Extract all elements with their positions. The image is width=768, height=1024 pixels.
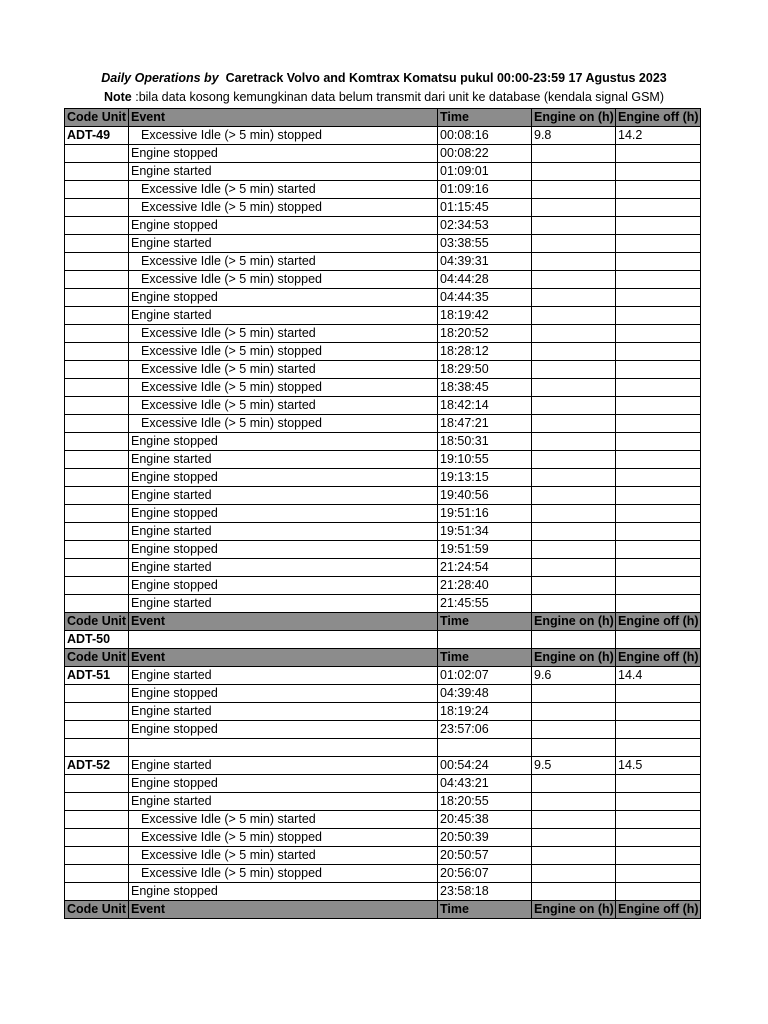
event-cell: Engine started: [129, 595, 438, 613]
time-cell: 04:39:31: [438, 253, 532, 271]
event-cell: Engine stopped: [129, 289, 438, 307]
event-cell: Engine started: [129, 523, 438, 541]
time-cell: 18:50:31: [438, 433, 532, 451]
engine-on-cell: [532, 721, 616, 739]
event-cell: Engine stopped: [129, 541, 438, 559]
event-cell: Engine stopped: [129, 505, 438, 523]
table-header-row: [65, 649, 701, 667]
engine-on-cell: [532, 559, 616, 577]
code-unit-cell: [65, 739, 129, 757]
table-row: [65, 199, 701, 217]
table-row: [65, 703, 701, 721]
code-unit-cell: [65, 828, 129, 846]
engine-off-cell: [616, 739, 701, 757]
event-cell: [129, 631, 438, 649]
engine-on-cell: [532, 541, 616, 559]
table-row: [65, 217, 701, 235]
operations-table-body: [65, 109, 701, 919]
engine-on-cell: [532, 397, 616, 415]
engine-on-cell: [532, 343, 616, 361]
code-unit-cell: [65, 721, 129, 739]
time-cell: 18:19:24: [438, 703, 532, 721]
engine-on-cell: [532, 235, 616, 253]
time-cell: 00:08:16: [438, 127, 532, 145]
time-cell: 00:08:22: [438, 145, 532, 163]
event-cell: Excessive Idle (> 5 min) stopped: [129, 379, 438, 397]
code-unit-cell: ADT-52: [65, 756, 129, 774]
event-cell: Engine stopped: [129, 577, 438, 595]
engine-on-cell: 9.8: [532, 127, 616, 145]
engine-on-cell: 9.6: [532, 667, 616, 685]
code-unit-cell: [65, 469, 129, 487]
code-unit-cell: [65, 181, 129, 199]
event-cell: Excessive Idle (> 5 min) stopped: [129, 828, 438, 846]
table-row: [65, 415, 701, 433]
engine-on-cell: [532, 577, 616, 595]
engine-off-cell: [616, 541, 701, 559]
engine-on-cell: [532, 433, 616, 451]
engine-on-cell: [532, 415, 616, 433]
code-unit-cell: [65, 577, 129, 595]
table-row: [65, 379, 701, 397]
time-cell: [438, 739, 532, 757]
code-unit-cell: [65, 864, 129, 882]
engine-on-cell: [532, 685, 616, 703]
event-cell: Engine stopped: [129, 685, 438, 703]
engine-off-cell: [616, 864, 701, 882]
col-header-event: Event: [129, 649, 438, 667]
table-row: [65, 271, 701, 289]
engine-on-cell: [532, 792, 616, 810]
event-cell: Engine started: [129, 667, 438, 685]
code-unit-cell: [65, 541, 129, 559]
col-header-engine-off: Engine off (h): [616, 109, 701, 127]
table-row: [65, 631, 701, 649]
code-unit-cell: [65, 199, 129, 217]
engine-off-cell: [616, 415, 701, 433]
table-row: [65, 433, 701, 451]
operations-table: [64, 108, 701, 919]
table-row: [65, 289, 701, 307]
table-row: [65, 181, 701, 199]
table-row: [65, 756, 701, 774]
table-row: [65, 721, 701, 739]
time-cell: [438, 631, 532, 649]
event-cell: Excessive Idle (> 5 min) stopped: [129, 343, 438, 361]
event-cell: Engine stopped: [129, 721, 438, 739]
col-header-engine-off: Engine off (h): [616, 900, 701, 918]
engine-off-cell: [616, 433, 701, 451]
code-unit-cell: [65, 289, 129, 307]
time-cell: 01:02:07: [438, 667, 532, 685]
col-header-time: Time: [438, 613, 532, 631]
table-row: [65, 505, 701, 523]
table-row: [65, 595, 701, 613]
engine-on-cell: [532, 882, 616, 900]
event-cell: Engine started: [129, 559, 438, 577]
code-unit-cell: [65, 325, 129, 343]
col-header-time: Time: [438, 900, 532, 918]
code-unit-cell: [65, 846, 129, 864]
engine-off-cell: [616, 595, 701, 613]
event-cell: Engine stopped: [129, 217, 438, 235]
time-cell: 04:43:21: [438, 774, 532, 792]
time-cell: 18:28:12: [438, 343, 532, 361]
col-header-time: Time: [438, 649, 532, 667]
event-cell: [129, 739, 438, 757]
engine-off-cell: [616, 846, 701, 864]
event-cell: Engine stopped: [129, 774, 438, 792]
event-cell: Excessive Idle (> 5 min) started: [129, 361, 438, 379]
col-header-code-unit: Code Unit: [65, 109, 129, 127]
engine-on-cell: [532, 469, 616, 487]
code-unit-cell: [65, 343, 129, 361]
engine-on-cell: [532, 523, 616, 541]
code-unit-cell: [65, 595, 129, 613]
report-title-italic: Daily Operations by: [101, 71, 219, 85]
code-unit-cell: [65, 810, 129, 828]
engine-on-cell: [532, 487, 616, 505]
table-row: [65, 882, 701, 900]
table-row: [65, 163, 701, 181]
time-cell: 20:45:38: [438, 810, 532, 828]
table-row: [65, 810, 701, 828]
engine-on-cell: [532, 505, 616, 523]
table-row: [65, 559, 701, 577]
event-cell: Engine started: [129, 307, 438, 325]
engine-off-cell: [616, 379, 701, 397]
code-unit-cell: [65, 559, 129, 577]
event-cell: Engine stopped: [129, 469, 438, 487]
code-unit-cell: [65, 505, 129, 523]
event-cell: Excessive Idle (> 5 min) stopped: [129, 271, 438, 289]
engine-off-cell: 14.5: [616, 756, 701, 774]
col-header-event: Event: [129, 109, 438, 127]
event-cell: Excessive Idle (> 5 min) stopped: [129, 199, 438, 217]
engine-off-cell: 14.2: [616, 127, 701, 145]
table-row: [65, 523, 701, 541]
time-cell: 18:42:14: [438, 397, 532, 415]
event-cell: Engine started: [129, 163, 438, 181]
time-cell: 18:38:45: [438, 379, 532, 397]
engine-on-cell: [532, 217, 616, 235]
code-unit-cell: [65, 523, 129, 541]
engine-on-cell: [532, 325, 616, 343]
engine-off-cell: [616, 721, 701, 739]
engine-off-cell: [616, 774, 701, 792]
time-cell: 01:09:16: [438, 181, 532, 199]
code-unit-cell: [65, 379, 129, 397]
code-unit-cell: [65, 271, 129, 289]
code-unit-cell: [65, 487, 129, 505]
engine-on-cell: [532, 828, 616, 846]
engine-off-cell: [616, 469, 701, 487]
engine-on-cell: [532, 199, 616, 217]
table-row: [65, 469, 701, 487]
time-cell: 19:40:56: [438, 487, 532, 505]
col-header-engine-on: Engine on (h): [532, 109, 616, 127]
table-row: [65, 361, 701, 379]
table-row: [65, 685, 701, 703]
engine-off-cell: [616, 253, 701, 271]
code-unit-cell: [65, 703, 129, 721]
col-header-code-unit: Code Unit: [65, 900, 129, 918]
event-cell: Excessive Idle (> 5 min) started: [129, 325, 438, 343]
engine-on-cell: [532, 253, 616, 271]
engine-off-cell: [616, 145, 701, 163]
code-unit-cell: [65, 792, 129, 810]
engine-on-cell: [532, 379, 616, 397]
table-row: [65, 667, 701, 685]
engine-off-cell: [616, 451, 701, 469]
engine-off-cell: [616, 703, 701, 721]
event-cell: Engine started: [129, 703, 438, 721]
time-cell: 19:51:16: [438, 505, 532, 523]
engine-on-cell: [532, 810, 616, 828]
col-header-event: Event: [129, 613, 438, 631]
table-row: [65, 307, 701, 325]
table-row: [65, 577, 701, 595]
engine-off-cell: [616, 307, 701, 325]
time-cell: 20:56:07: [438, 864, 532, 882]
time-cell: 18:20:55: [438, 792, 532, 810]
engine-off-cell: [616, 505, 701, 523]
engine-off-cell: [616, 685, 701, 703]
table-row: [65, 343, 701, 361]
event-cell: Engine started: [129, 235, 438, 253]
engine-on-cell: [532, 181, 616, 199]
event-cell: Engine stopped: [129, 433, 438, 451]
time-cell: 18:19:42: [438, 307, 532, 325]
time-cell: 19:51:59: [438, 541, 532, 559]
note-label: Note: [103, 90, 132, 104]
time-cell: 03:38:55: [438, 235, 532, 253]
engine-on-cell: [532, 864, 616, 882]
code-unit-cell: [65, 163, 129, 181]
event-cell: Excessive Idle (> 5 min) started: [129, 253, 438, 271]
col-header-engine-on: Engine on (h): [532, 613, 616, 631]
event-cell: Engine stopped: [129, 882, 438, 900]
event-cell: Engine stopped: [129, 145, 438, 163]
engine-on-cell: [532, 361, 616, 379]
event-cell: Excessive Idle (> 5 min) stopped: [129, 415, 438, 433]
code-unit-cell: [65, 397, 129, 415]
time-cell: 21:24:54: [438, 559, 532, 577]
time-cell: 00:54:24: [438, 756, 532, 774]
engine-off-cell: [616, 577, 701, 595]
time-cell: 19:51:34: [438, 523, 532, 541]
event-cell: Engine started: [129, 792, 438, 810]
code-unit-cell: [65, 433, 129, 451]
table-row: [65, 792, 701, 810]
time-cell: 21:45:55: [438, 595, 532, 613]
code-unit-cell: [65, 253, 129, 271]
time-cell: 23:58:18: [438, 882, 532, 900]
table-row: [65, 774, 701, 792]
time-cell: 01:09:01: [438, 163, 532, 181]
event-cell: Excessive Idle (> 5 min) started: [129, 810, 438, 828]
col-header-code-unit: Code Unit: [65, 613, 129, 631]
time-cell: 18:47:21: [438, 415, 532, 433]
engine-off-cell: [616, 271, 701, 289]
time-cell: 04:44:28: [438, 271, 532, 289]
table-row: [65, 145, 701, 163]
engine-off-cell: [616, 397, 701, 415]
engine-off-cell: [616, 325, 701, 343]
engine-off-cell: [616, 235, 701, 253]
code-unit-cell: ADT-50: [65, 631, 129, 649]
engine-on-cell: [532, 145, 616, 163]
note-text: :bila data kosong kemungkinan data belum transmit dari unit ke database (kendala signal GSM): [135, 90, 665, 104]
report-note: [0, 90, 768, 104]
engine-on-cell: [532, 774, 616, 792]
engine-on-cell: [532, 631, 616, 649]
report-title: [0, 71, 768, 85]
engine-off-cell: [616, 810, 701, 828]
table-row: [65, 864, 701, 882]
time-cell: 19:13:15: [438, 469, 532, 487]
engine-on-cell: [532, 846, 616, 864]
event-cell: Excessive Idle (> 5 min) started: [129, 181, 438, 199]
engine-on-cell: [532, 271, 616, 289]
time-cell: 18:29:50: [438, 361, 532, 379]
event-cell: Excessive Idle (> 5 min) stopped: [129, 127, 438, 145]
event-cell: Engine started: [129, 487, 438, 505]
engine-on-cell: [532, 307, 616, 325]
table-row: [65, 127, 701, 145]
code-unit-cell: [65, 685, 129, 703]
engine-off-cell: [616, 289, 701, 307]
time-cell: 23:57:06: [438, 721, 532, 739]
engine-off-cell: [616, 487, 701, 505]
engine-on-cell: [532, 739, 616, 757]
time-cell: 04:44:35: [438, 289, 532, 307]
engine-off-cell: [616, 361, 701, 379]
table-row: [65, 325, 701, 343]
table-row: [65, 487, 701, 505]
engine-off-cell: [616, 181, 701, 199]
engine-off-cell: [616, 792, 701, 810]
col-header-event: Event: [129, 900, 438, 918]
report-title-rest: Caretrack Volvo and Komtrax Komatsu pukul 00:00-23:59 17 Agustus 2023: [225, 71, 667, 85]
event-cell: Excessive Idle (> 5 min) stopped: [129, 864, 438, 882]
code-unit-cell: [65, 307, 129, 325]
table-row: [65, 397, 701, 415]
engine-off-cell: [616, 559, 701, 577]
engine-off-cell: [616, 828, 701, 846]
code-unit-cell: [65, 882, 129, 900]
engine-off-cell: [616, 882, 701, 900]
engine-on-cell: [532, 289, 616, 307]
code-unit-cell: ADT-51: [65, 667, 129, 685]
table-row: [65, 235, 701, 253]
engine-off-cell: [616, 217, 701, 235]
time-cell: 02:34:53: [438, 217, 532, 235]
col-header-engine-off: Engine off (h): [616, 649, 701, 667]
table-row: [65, 541, 701, 559]
table-row: [65, 846, 701, 864]
event-cell: Excessive Idle (> 5 min) started: [129, 397, 438, 415]
col-header-engine-off: Engine off (h): [616, 613, 701, 631]
event-cell: Engine started: [129, 756, 438, 774]
time-cell: 21:28:40: [438, 577, 532, 595]
col-header-engine-on: Engine on (h): [532, 649, 616, 667]
engine-on-cell: 9.5: [532, 756, 616, 774]
table-header-row: [65, 613, 701, 631]
time-cell: 20:50:57: [438, 846, 532, 864]
code-unit-cell: [65, 774, 129, 792]
code-unit-cell: [65, 145, 129, 163]
code-unit-cell: [65, 451, 129, 469]
code-unit-cell: [65, 361, 129, 379]
table-row: [65, 451, 701, 469]
col-header-code-unit: Code Unit: [65, 649, 129, 667]
engine-off-cell: [616, 523, 701, 541]
code-unit-cell: [65, 217, 129, 235]
engine-off-cell: [616, 199, 701, 217]
table-header-row: [65, 109, 701, 127]
table-row: [65, 253, 701, 271]
table-header-row: [65, 900, 701, 918]
event-cell: Engine started: [129, 451, 438, 469]
engine-on-cell: [532, 595, 616, 613]
engine-off-cell: [616, 631, 701, 649]
code-unit-cell: [65, 415, 129, 433]
event-cell: Excessive Idle (> 5 min) started: [129, 846, 438, 864]
engine-off-cell: 14.4: [616, 667, 701, 685]
code-unit-cell: ADT-49: [65, 127, 129, 145]
time-cell: 01:15:45: [438, 199, 532, 217]
time-cell: 04:39:48: [438, 685, 532, 703]
table-row: [65, 828, 701, 846]
time-cell: 19:10:55: [438, 451, 532, 469]
code-unit-cell: [65, 235, 129, 253]
engine-on-cell: [532, 163, 616, 181]
time-cell: 18:20:52: [438, 325, 532, 343]
engine-on-cell: [532, 451, 616, 469]
col-header-engine-on: Engine on (h): [532, 900, 616, 918]
engine-on-cell: [532, 703, 616, 721]
engine-off-cell: [616, 163, 701, 181]
time-cell: 20:50:39: [438, 828, 532, 846]
table-row: [65, 739, 701, 757]
col-header-time: Time: [438, 109, 532, 127]
engine-off-cell: [616, 343, 701, 361]
